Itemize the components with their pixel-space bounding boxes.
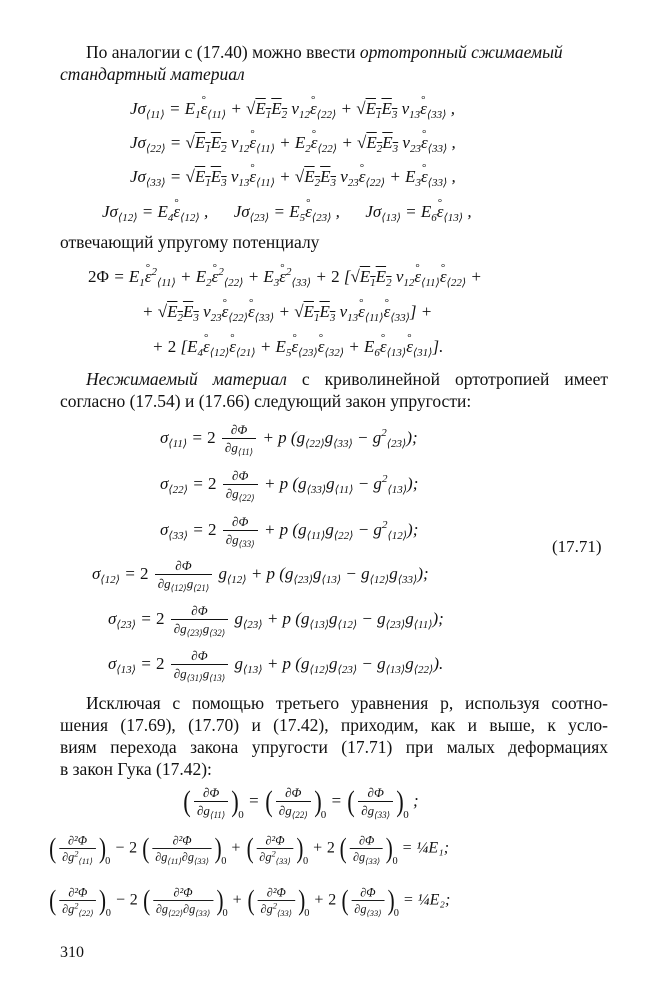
- excluding-line-4: в закон Гука (17.42):: [60, 759, 212, 779]
- equation-shear-row: $J\sigma_{⟨12⟩} = E_4^\circ$ $\varepsilon_{⟨12⟩}$ , $J\sigma_{⟨23⟩} = E_5^\circ$ $\varepsilon_{⟨23⟩}$ , $J\sigma_{⟨13⟩} = E_6^\circ$ $\varepsilon_{⟨13⟩}$ ,: [102, 201, 472, 223]
- equation-potential-3: + 2 [$E_4^\circ$ $\varepsilon_{⟨12⟩}^\circ$ $\varepsilon_{⟨21⟩} + E_5^\circ$ $\varepsilon_{⟨23⟩}^\circ$ $\varepsilon_{⟨32⟩} + E_6^\circ$ $\varepsilon_{⟨13⟩}^\circ$ $\varepsilon_{⟨31⟩}$].: [152, 336, 443, 358]
- intro-italic-term: ортотропный сжимаемый: [359, 42, 563, 62]
- intro-text: По аналогии с (17.40) можно ввести: [86, 42, 360, 62]
- page-number: 310: [60, 944, 84, 961]
- equation-potential-2: + $√E_2E_3$ $\nu_{23}^\circ$ $\varepsilon_{⟨22⟩}^\circ$ $\varepsilon_{⟨33⟩} + √E_1E_3$ $\nu_{13}^\circ$ $\varepsilon_{⟨11⟩}^\circ$ $\varepsilon_{⟨33⟩}$] +: [142, 301, 432, 323]
- law-sigma-12: $\sigma_{⟨12⟩} = 2$ $\frac{\partial\Phi}{\partial g_{⟨12⟩}g_{⟨21⟩}}$ $g_{⟨12⟩} + p$ $(g_{⟨23⟩}g_{⟨13⟩} - g_{⟨12⟩}g_{⟨33⟩})$;: [92, 558, 429, 593]
- law-sigma-11: $\sigma_{⟨11⟩} = 2$ $\frac{\partial\Phi}{\partial g_{⟨11⟩}}$ + p $(g_{⟨22⟩}g_{⟨33⟩} - g^2_{⟨23⟩})$;: [160, 422, 418, 457]
- condition-e2: ( $\frac{\text{∂²Φ}}{\partial g^2_{⟨22⟩}}$ )$_0 - 2$ ( $\frac{\text{∂²Φ}}{\partial g_{⟨22⟩}\partial g_{⟨33⟩}}$ )$_0$ + ( $\frac{\text{∂²Φ}}{\partial g^2_{⟨33⟩}}$ )$_0 + 2$ ( $\frac{\partial\Phi}{\partial g_{⟨33⟩}}$ )$_0$ = ¼E₂;: [49, 885, 451, 919]
- law-sigma-33: $\sigma_{⟨33⟩} = 2$ $\frac{\partial\Phi}{\partial g_{⟨33⟩}}$ + p $(g_{⟨11⟩}g_{⟨22⟩} - g^2_{⟨12⟩})$;: [160, 514, 419, 549]
- equation-sigma-22: $J\sigma_{⟨22⟩} = √E_1E_2$ $\nu_{12}^\circ$ $\varepsilon_{⟨11⟩} + E_2^\circ$ $\varepsilon_{⟨22⟩} + √E_2E_3$ $\nu_{23}^\circ$ $\varepsilon_{⟨33⟩}$ ,: [130, 132, 456, 154]
- condition-e1: ( $\frac{\text{∂²Φ}}{\partial g^2_{⟨11⟩}}$ )$_0 - 2$ ( $\frac{\text{∂²Φ}}{\partial g_{⟨11⟩}\partial g_{⟨33⟩}}$ )$_0$ + ( $\frac{\text{∂²Φ}}{\partial g^2_{⟨33⟩}}$ )$_0 + 2$ ( $\frac{\partial\Phi}{\partial g_{⟨33⟩}}$ )$_0$ = ¼E₁;: [49, 833, 450, 867]
- equation-potential-1: $2\Phi = E_1^\circ$ $\varepsilon^2_{⟨11⟩} + E_2^\circ$ $\varepsilon^2_{⟨22⟩} + E_3^\circ$ $\varepsilon^2_{⟨33⟩} + 2$ [$√E_1E_2$ $\nu_{12}^\circ$ $\varepsilon_{⟨11⟩}^\circ$ $\varepsilon_{⟨22⟩}$ +: [88, 266, 482, 288]
- excluding-line-2: шения (17.69), (17.70) и (17.42), приходим, как и выше, к усло-: [60, 715, 608, 735]
- incompressible-term: Несжимаемый материал: [86, 369, 287, 389]
- excluding-line-1: Исключая с помощью третьего уравнения p, используя соотно-: [86, 693, 608, 713]
- law-sigma-13: $\sigma_{⟨13⟩} = 2$ $\frac{\partial\Phi}{\partial g_{⟨31⟩}g_{⟨13⟩}}$ $g_{⟨13⟩} + p$ $(g_{⟨12⟩}g_{⟨23⟩} - g_{⟨13⟩}g_{⟨22⟩})$.: [108, 648, 444, 683]
- law-sigma-22: $\sigma_{⟨22⟩} = 2$ $\frac{\partial\Phi}{\partial g_{⟨22⟩}}$ + p $(g_{⟨33⟩}g_{⟨11⟩} - g^2_{⟨13⟩})$;: [160, 468, 419, 503]
- incompressible-line-2: согласно (17.54) и (17.66) следующий закон упругости:: [60, 391, 472, 411]
- equation-number: (17.71): [552, 537, 602, 556]
- intro-line-1: [86, 41, 563, 63]
- intro-line-2: стандартный материал: [60, 64, 245, 84]
- equation-sigma-11: $J\sigma_{⟨11⟩} = E_1^\circ$ $\varepsilon_{⟨11⟩} + √E_1E_2$ $\nu_{12}^\circ$ $\varepsilon_{⟨22⟩} + √E_1E_3$ $\nu_{13}^\circ$ $\varepsilon_{⟨33⟩}$ ,: [130, 98, 455, 120]
- law-sigma-23: $\sigma_{⟨23⟩} = 2$ $\frac{\partial\Phi}{\partial g_{⟨23⟩}g_{⟨32⟩}}$ $g_{⟨23⟩} + p$ $(g_{⟨13⟩}g_{⟨12⟩} - g_{⟨23⟩}g_{⟨11⟩})$;: [108, 603, 444, 638]
- condition-first-derivatives: ( $\frac{\partial\Phi}{\partial g_{⟨11⟩}}$ )$_0$ = ( $\frac{\partial\Phi}{\partial g_{⟨22⟩}}$ )$_0$ = ( $\frac{\partial\Phi}{\partial g_{⟨33⟩}}$ )$_0$ ;: [183, 785, 419, 821]
- excluding-line-3: виям перехода закона упругости (17.71) при малых деформациях: [60, 737, 608, 757]
- equation-sigma-33: $J\sigma_{⟨33⟩} = √E_1E_3$ $\nu_{13}^\circ$ $\varepsilon_{⟨11⟩} + √E_2E_3$ $\nu_{23}^\circ$ $\varepsilon_{⟨22⟩} + E_3^\circ$ $\varepsilon_{⟨33⟩}$ ,: [130, 166, 456, 188]
- potential-text: отвечающий упругому потенциалу: [60, 232, 320, 252]
- incompressible-line-1: Несжимаемый материал с криволинейной ортотропией имеет: [86, 369, 608, 389]
